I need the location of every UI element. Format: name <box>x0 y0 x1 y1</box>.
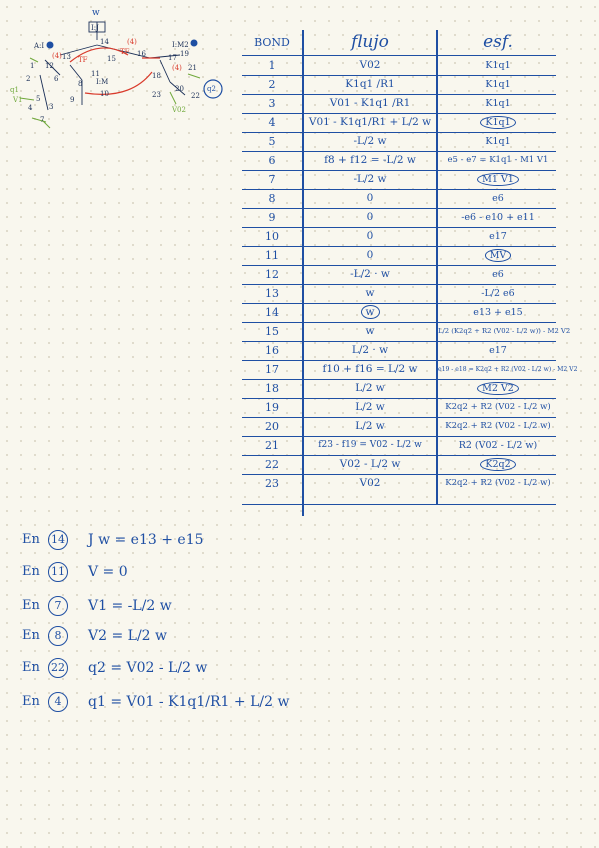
modulus-left-label: (4) <box>52 52 62 60</box>
table-row <box>242 208 558 227</box>
transformer-1-label: TF <box>78 56 88 64</box>
bond-number: 7 <box>268 173 276 186</box>
equation-row <box>22 656 442 682</box>
bond-1-label: 1 <box>30 62 35 70</box>
flow-value: 0 <box>366 211 374 223</box>
bond-13-label: 13 <box>62 53 71 61</box>
equation-bond-circle: 7 <box>48 596 68 616</box>
bond-number: 14 <box>265 306 279 319</box>
modulus-right-label: (4) <box>172 64 182 72</box>
effort-value: e6 <box>492 193 504 204</box>
flow-value: 0 <box>366 230 374 242</box>
source-v1-label: V1 <box>13 96 23 104</box>
bond-number: 6 <box>268 154 276 167</box>
table-row <box>242 246 558 265</box>
bond-number: 2 <box>268 78 276 91</box>
inertia-m2-label: I:M2 <box>172 41 189 49</box>
circled-effort: M1 V1 <box>477 173 519 186</box>
flow-value: f8 + f12 = -L/2 w <box>324 154 416 166</box>
bond-17-label: 17 <box>168 54 177 62</box>
flow-value: w <box>365 287 375 299</box>
table-row <box>242 322 571 341</box>
bond-number: 3 <box>268 97 276 110</box>
effort-value: -L/2 e6 <box>481 288 515 299</box>
flow-value: f10 + f16 = L/2 w <box>322 363 418 375</box>
bond-5-label: 5 <box>36 95 41 103</box>
flow-value: f23 - f19 = V02 - L/2 w <box>318 440 422 450</box>
table-row <box>242 151 558 170</box>
bond-7-label: 7 <box>40 116 45 124</box>
table-row <box>242 132 558 151</box>
effort-value-circled <box>438 246 558 265</box>
flow-value: 0 <box>366 192 374 204</box>
table-row <box>242 398 558 417</box>
bond-number: 19 <box>265 401 279 414</box>
equation-text: q1 = V01 - K1q1/R1 + L/2 w <box>88 694 290 710</box>
circled-effort: K1q1 <box>480 116 515 129</box>
table-row <box>242 379 558 398</box>
flow-value: V02 <box>359 477 381 489</box>
equation-text: J w = e13 + e15 <box>88 532 204 548</box>
flow-value: L/2 w <box>355 420 385 432</box>
equation-prefix: En <box>22 628 40 643</box>
table-row <box>242 417 558 436</box>
table-row <box>242 189 558 208</box>
equation-prefix: En <box>22 694 40 709</box>
effort-value: R2 (V02 - L/2 w) <box>458 440 538 451</box>
bond-9-label: 9 <box>70 96 75 104</box>
row-line <box>242 504 556 505</box>
equation-row <box>22 560 442 586</box>
inertia-a-label: A:I <box>34 42 45 50</box>
flow-value: V02 - L/2 w <box>339 458 401 470</box>
bond-8-label: 8 <box>78 80 83 88</box>
q1-label: q1 <box>10 86 19 94</box>
effort-value: K1q1 <box>485 79 511 90</box>
effort-value: e5 - e7 = K1q1 - M1 V1 <box>447 155 549 165</box>
equation-bond-circle: 14 <box>48 530 68 550</box>
transformer-2-label: TF <box>120 48 130 56</box>
bond-number: 10 <box>265 230 279 243</box>
equation-bond-circle: 22 <box>48 658 68 678</box>
bond-6-label: 6 <box>54 75 59 83</box>
circled-effort: K2q2 <box>480 458 515 471</box>
flow-value: L/2 w <box>355 382 385 394</box>
table-row <box>242 303 558 322</box>
circled-effort: MV <box>485 249 512 262</box>
bond-21-label: 21 <box>188 64 197 72</box>
flow-value: -L/2 w <box>353 135 387 147</box>
bond-number: 8 <box>268 192 276 205</box>
bullet-marker <box>191 40 198 47</box>
equation-text: q2 = V02 - L/2 w <box>88 660 208 676</box>
header-flow: flujo <box>351 32 389 52</box>
flow-value: L/2 · w <box>351 344 389 356</box>
bond-number: 23 <box>265 477 279 490</box>
equation-text: V1 = -L/2 w <box>88 598 172 614</box>
effort-value-circled <box>438 113 558 132</box>
equation-bond-circle: 8 <box>48 626 68 646</box>
bond-number: 4 <box>268 116 276 129</box>
bond-number: 16 <box>265 344 279 357</box>
bond-10-label: 10 <box>100 90 109 98</box>
table-row <box>242 75 558 94</box>
bond-number: 21 <box>265 439 279 452</box>
bond-number: 11 <box>265 249 279 262</box>
bond-number: 13 <box>265 287 279 300</box>
bond-14-label: 14 <box>100 38 109 46</box>
table-row <box>242 56 558 75</box>
bullet-marker <box>47 42 54 49</box>
equation-row <box>22 594 442 620</box>
effort-value: e6 <box>492 269 504 280</box>
bond-number: 20 <box>265 420 279 433</box>
bond-2-label: 2 <box>26 75 31 83</box>
equation-text: V2 = L/2 w <box>88 628 168 644</box>
inertia-j-label: I:J <box>91 24 99 32</box>
bond-12-label: 12 <box>45 62 54 70</box>
omega-label: w <box>92 8 100 18</box>
bond-19-label: 19 <box>180 50 189 58</box>
equation-bond-circle: 11 <box>48 562 68 582</box>
effort-value-circled <box>438 170 558 189</box>
equation-prefix: En <box>22 564 40 579</box>
effort-value: K1q1 <box>485 136 511 147</box>
effort-value: e19 - e18 = K2q2 + R2 (V02 - L/2 w) - M2 V2 <box>438 366 578 373</box>
equation-prefix: En <box>22 532 40 547</box>
bond-23-label: 23 <box>152 91 161 99</box>
effort-value: L/2 (K2q2 + R2 (V02 - L/2 w)) - M2 V2 <box>438 327 571 335</box>
bond-16-label: 16 <box>137 50 146 58</box>
equation-bond-circle: 4 <box>48 692 68 712</box>
effort-value-circled <box>438 379 558 398</box>
effort-value: e17 <box>489 345 507 356</box>
equation-prefix: En <box>22 598 40 613</box>
table-row <box>242 113 558 132</box>
table-row <box>242 170 558 189</box>
bond-15-label: 15 <box>107 55 116 63</box>
table-row <box>242 455 558 474</box>
effort-value: -e6 - e10 + e11 <box>461 212 535 223</box>
bond-number: 12 <box>265 268 279 281</box>
equation-row <box>22 690 442 716</box>
effort-value: K2q2 + R2 (V02 - L/2 w) <box>445 402 551 412</box>
table-row <box>242 341 558 360</box>
effort-value: K2q2 + R2 (V02 - L/2 w) <box>445 478 551 488</box>
equation-prefix: En <box>22 660 40 675</box>
table-row <box>242 94 558 113</box>
modulus-top-label: (4) <box>127 38 137 46</box>
flow-value-circled <box>304 303 436 322</box>
bond-number: 1 <box>268 59 276 72</box>
bond-number: 18 <box>265 382 279 395</box>
bond-18-label: 18 <box>152 72 161 80</box>
flow-value: w <box>365 325 375 337</box>
equation-text: V = 0 <box>88 564 128 580</box>
effort-value: K1q1 <box>485 60 511 71</box>
header-effort: esf. <box>483 32 513 52</box>
bond-number: 17 <box>265 363 279 376</box>
bond-number: 15 <box>265 325 279 338</box>
flow-value: V01 - K1q1 /R1 <box>329 97 411 109</box>
effort-value-circled <box>438 455 558 474</box>
effort-value: e13 + e15 <box>473 307 523 318</box>
bond-graph-sketch <box>0 0 240 140</box>
bond-11-label: 11 <box>91 70 100 78</box>
flow-value: V02 <box>359 59 381 71</box>
bond-number: 5 <box>268 135 276 148</box>
bond-number: 9 <box>268 211 276 224</box>
bond-4-label: 4 <box>28 104 33 112</box>
bond-20-label: 20 <box>175 85 184 93</box>
table-header-row <box>242 33 558 52</box>
flow-value: L/2 w <box>355 401 385 413</box>
q2-label: q2 <box>207 85 216 93</box>
table-row <box>242 436 558 455</box>
table-row <box>242 265 558 284</box>
effort-value: K1q1 <box>485 98 511 109</box>
table-row <box>242 227 558 246</box>
header-bond: BOND <box>254 36 290 49</box>
flow-value: K1q1 /R1 <box>345 78 395 90</box>
effort-value: e17 <box>489 231 507 242</box>
effort-value: K2q2 + R2 (V02 - L/2 w) <box>445 421 551 431</box>
table-row <box>242 474 558 493</box>
inertia-m-label: I:M <box>96 78 109 86</box>
bond-number: 22 <box>265 458 279 471</box>
bond-22-label: 22 <box>191 92 200 100</box>
equation-row <box>22 624 442 650</box>
flow-value: V01 - K1q1/R1 + L/2 w <box>308 116 432 128</box>
circled-effort: M2 V2 <box>477 382 519 395</box>
flow-value: -L/2 w <box>353 173 387 185</box>
equation-row <box>22 528 442 554</box>
bond-3-label: 3 <box>49 103 54 111</box>
flow-value: 0 <box>366 249 374 261</box>
source-vo2-label: V02 <box>172 106 186 114</box>
circled-flow: w <box>361 305 380 319</box>
flow-value: -L/2 · w <box>350 268 390 280</box>
table-row <box>242 360 578 379</box>
bond-graph-lines <box>0 0 240 140</box>
table-row <box>242 284 558 303</box>
